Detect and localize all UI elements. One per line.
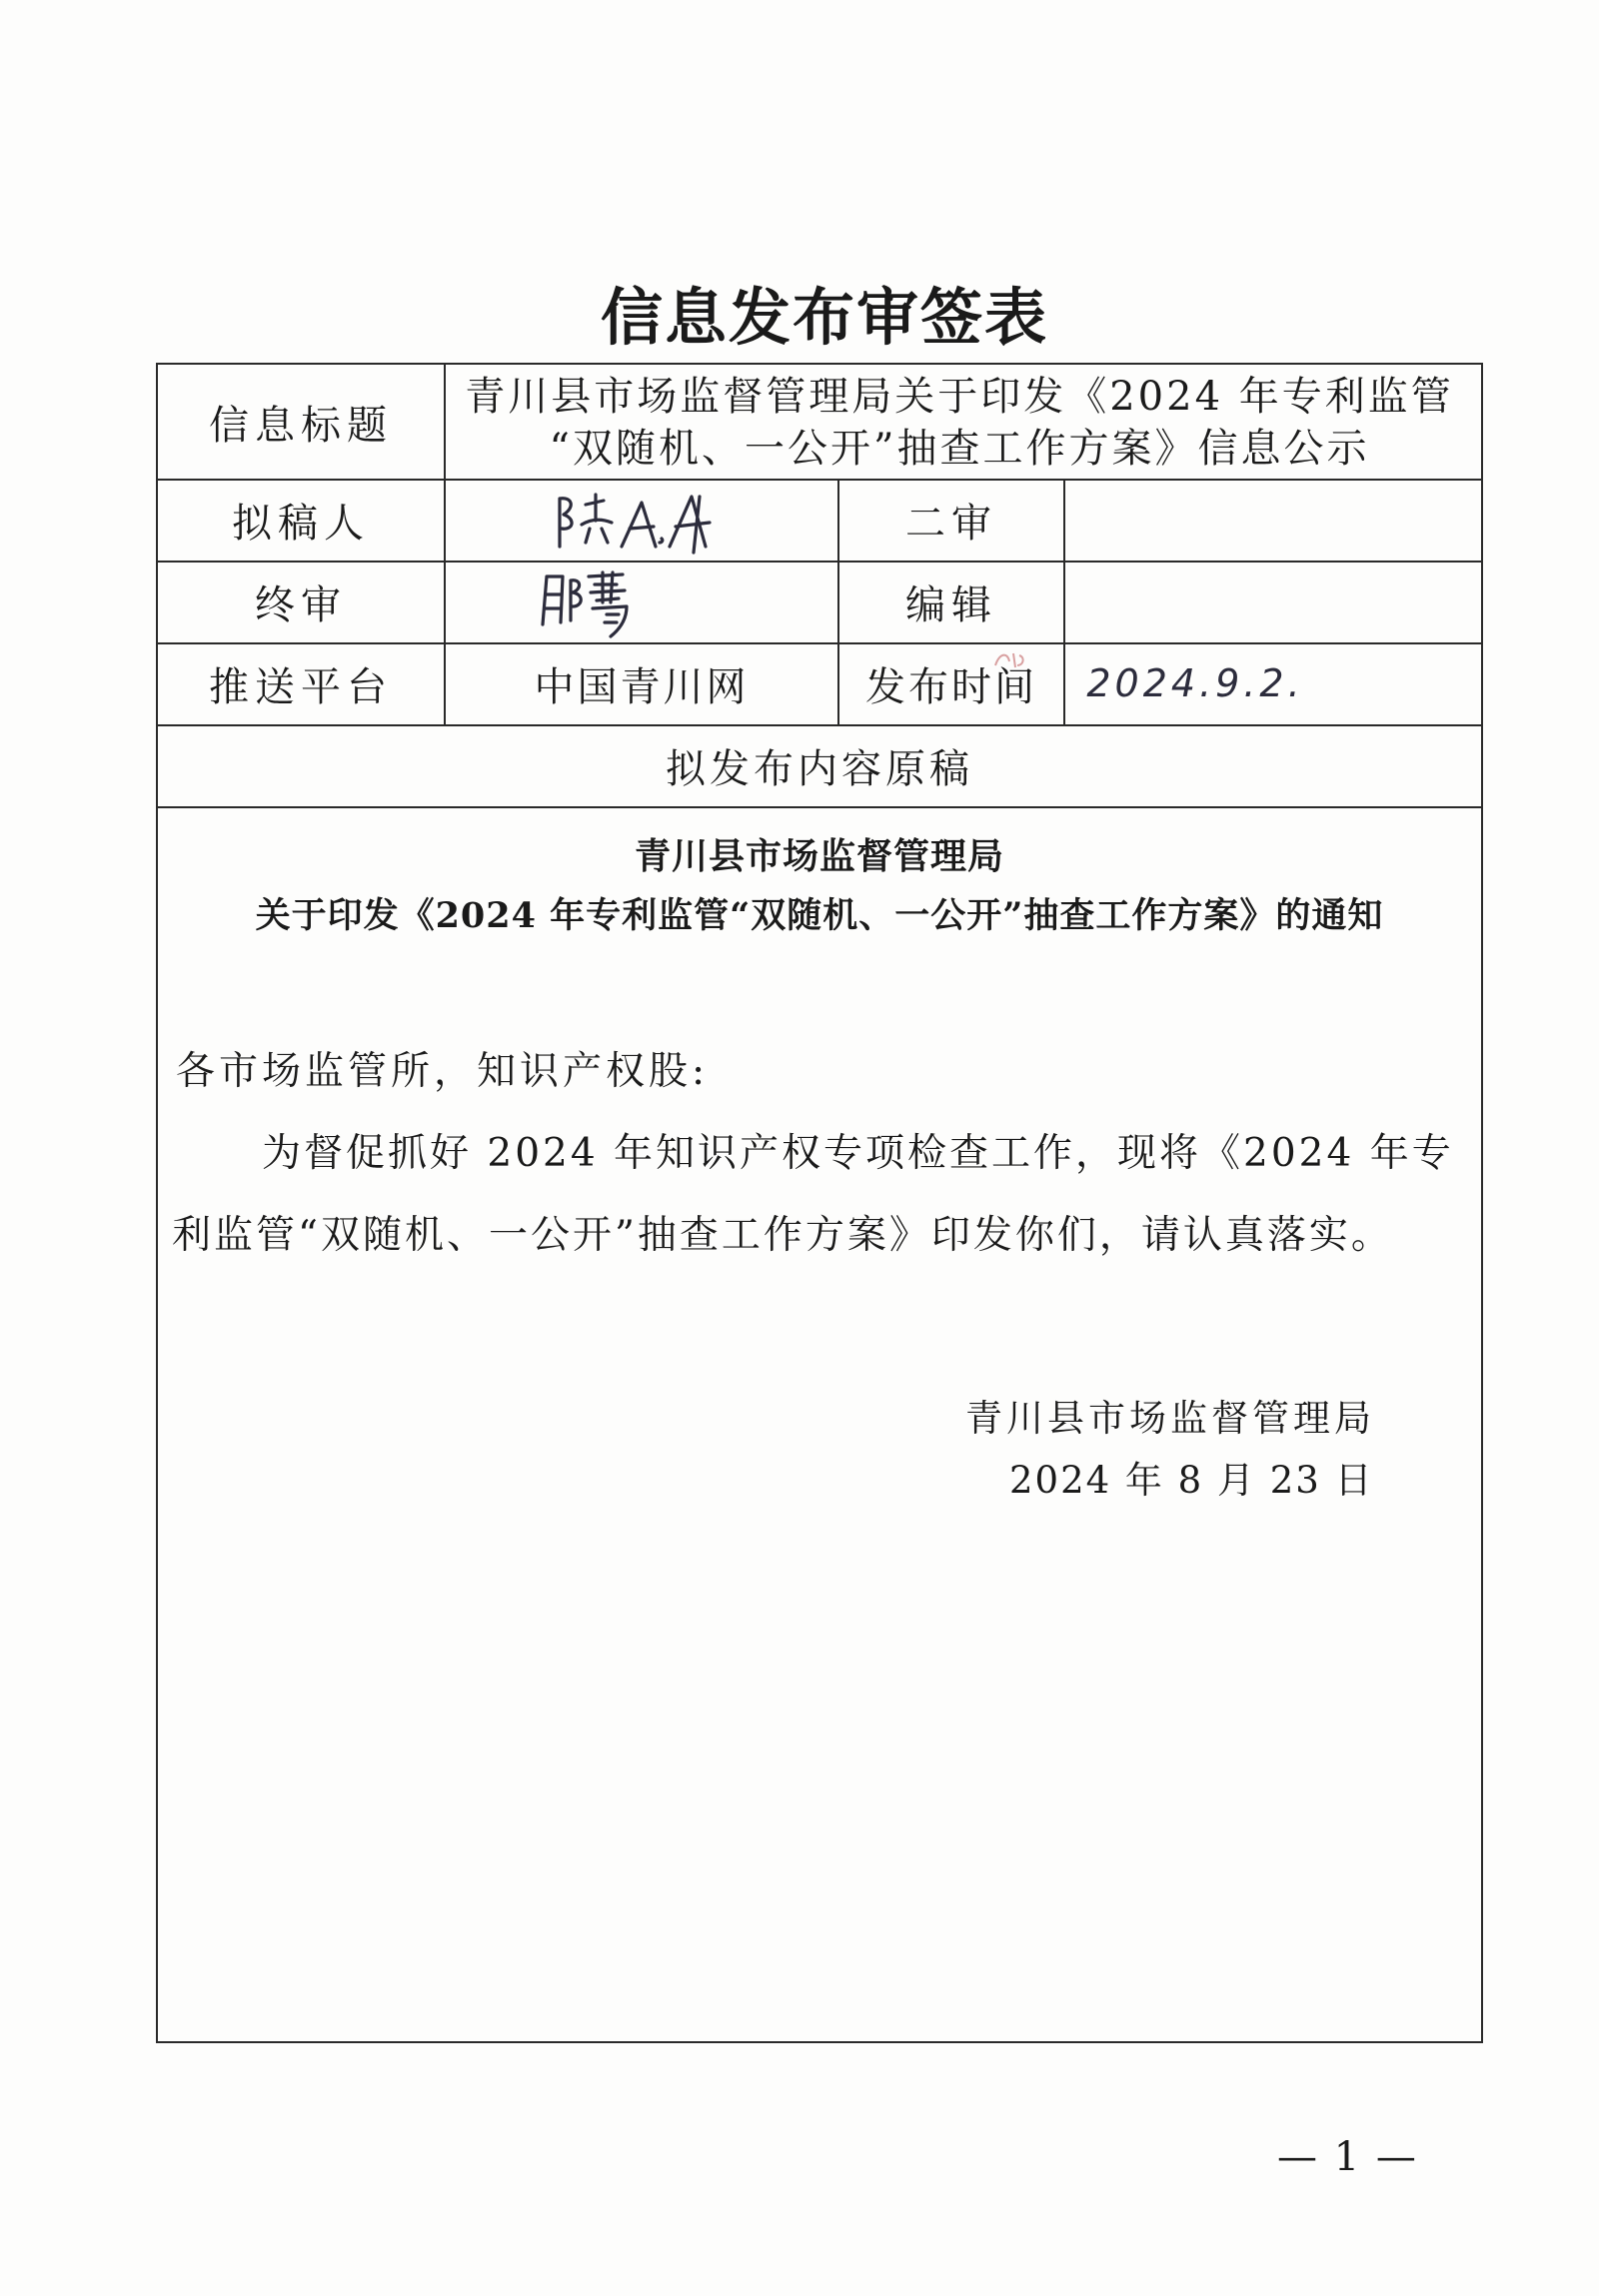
faint-stamp-mark: [989, 645, 1029, 675]
draft-section-label: 拟发布内容原稿: [666, 745, 973, 792]
publish-time-label: 发布时间: [865, 663, 1037, 710]
publish-time-value: 2024.9.2.: [1086, 661, 1304, 705]
drafter-signature-image: [542, 485, 742, 555]
drafter-signature: [446, 479, 837, 561]
second-review-value: [1065, 479, 1483, 561]
notice-body-line: 利监管“双随机、一公开”抽查工作方案》印发你们，请认真落实。: [172, 1213, 1393, 1258]
approval-form-table: [156, 363, 1483, 2043]
second-review-label: 二审: [905, 500, 997, 547]
final-review-signature: [446, 561, 736, 642]
editor-label: 编辑: [905, 581, 997, 628]
row-divider: [158, 806, 1481, 808]
signoff-org: 青川县市场监督管理局: [965, 1397, 1375, 1440]
page-number: — 1 —: [1277, 2134, 1418, 2180]
info-title-label: 信息标题: [209, 402, 393, 449]
drafter-label: 拟稿人: [232, 500, 370, 547]
platform-value: 中国青川网: [534, 663, 750, 710]
final-review-label: 终审: [255, 581, 347, 628]
notice-salutation: 各市场监管所，知识产权股:: [176, 1049, 710, 1094]
notice-title: 关于印发《2024 年专利监管“双随机、一公开”抽查工作方案》的通知: [255, 895, 1384, 936]
signoff-date: 2024 年 8 月 23 日: [1009, 1459, 1374, 1502]
notice-org-name: 青川县市场监督管理局: [634, 835, 1004, 877]
document-title: 信息发布审签表: [600, 281, 1048, 354]
info-title-value: [458, 371, 1461, 475]
final-review-signature-image: [531, 563, 651, 640]
info-title-line: “双随机、一公开”抽查工作方案》信息公示: [549, 426, 1370, 472]
info-title-line: 青川县市场监督管理局关于印发《2024 年专利监管: [465, 374, 1454, 420]
notice-body-line: 为督促抓好 2024 年知识产权专项检查工作，现将《2024 年专: [262, 1131, 1454, 1176]
platform-label: 推送平台: [209, 663, 393, 710]
editor-value: [1065, 561, 1483, 642]
